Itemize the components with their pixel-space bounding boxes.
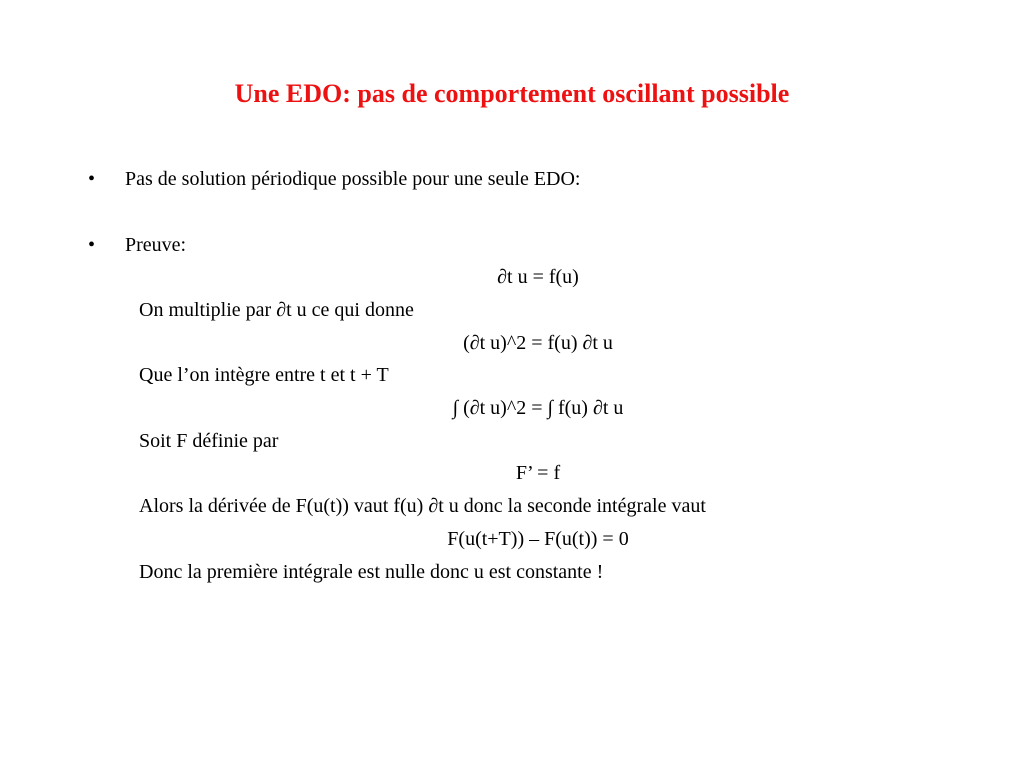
proof-equation: (∂t u)^2 = f(u) ∂t u — [463, 332, 613, 354]
bullet-marker: • — [88, 234, 96, 256]
proof-text-line: On multiplie par ∂t u ce qui donne — [139, 299, 414, 321]
proof-equation: ∫ (∂t u)^2 = ∫ f(u) ∂t u — [452, 397, 624, 419]
slide-title: Une EDO: pas de comportement oscillant possible — [234, 79, 790, 108]
proof-equation: ∂t u = f(u) — [497, 266, 579, 288]
bullet-text: Preuve: — [125, 234, 187, 256]
proof-text-line: Soit F définie par — [139, 430, 279, 452]
proof-equation: F(u(t+T)) – F(u(t)) = 0 — [447, 528, 629, 550]
proof-text-line: Alors la dérivée de F(u(t)) vaut f(u) ∂t u donc la seconde intégrale vaut — [139, 495, 706, 517]
proof-text-line: Que l’on intègre entre t et t + T — [139, 364, 389, 386]
bullet-marker: • — [88, 168, 96, 190]
proof-text-line: Donc la première intégrale est nulle donc u est constante ! — [139, 561, 604, 583]
proof-equation: F’ = f — [515, 462, 561, 484]
bullet-item — [88, 166, 581, 192]
bullet-item — [88, 232, 186, 258]
bullet-text: Pas de solution périodique possible pour une seule EDO: — [125, 168, 581, 190]
